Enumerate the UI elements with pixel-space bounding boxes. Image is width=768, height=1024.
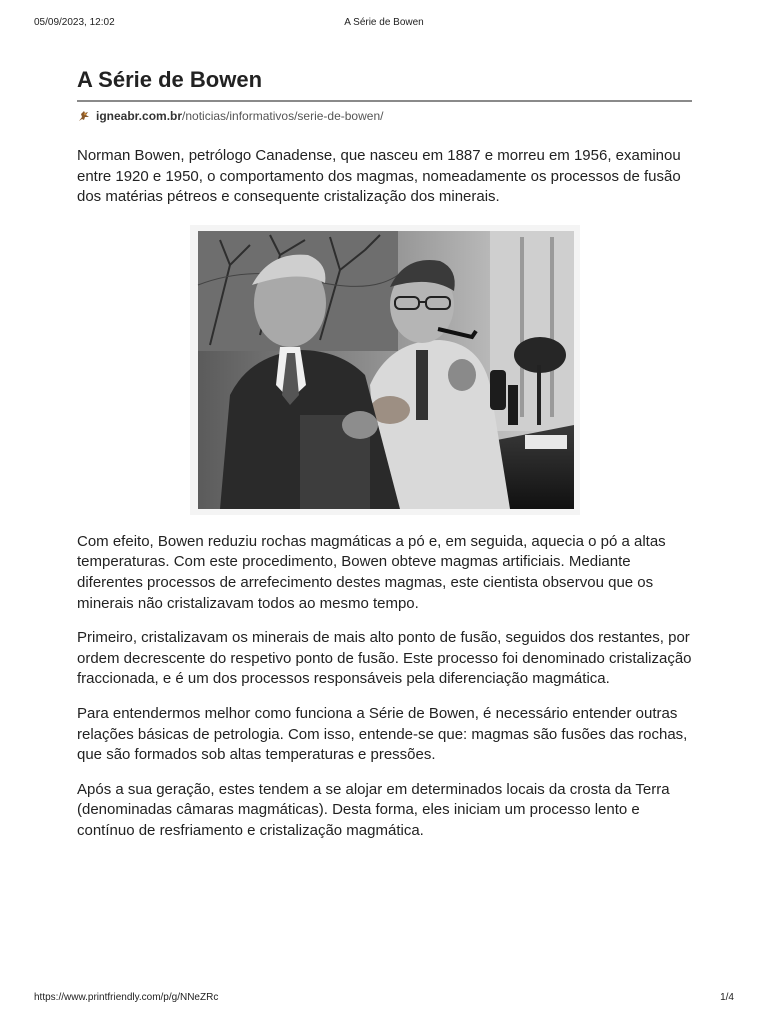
print-footer (34, 992, 734, 1006)
print-datetime: 05/09/2023, 12:02 (34, 17, 115, 28)
print-page-title: A Série de Bowen (344, 17, 424, 28)
source-domain: igneabr.com.br (96, 109, 183, 123)
paragraph-2: Com efeito, Bowen reduziu rochas magmáticas a pó e, em seguida, aquecia o pó a altas temperaturas. Com este procedimento, Bowen obteve magmas artificiais. Mediante diferentes processos de arrefecimento destes magmas, este cientista observou que os minerais não cristalizavam todos ao mesmo tempo. (77, 532, 666, 612)
paragraph-4: Para entendermos melhor como funciona a Série de Bowen, é necessário entender outras relações básicas de petrologia. Com isso, entende-se que: magmas são fusões das rochas, que são formados sob altas temperaturas e pressões. (77, 704, 688, 764)
site-logo-icon (77, 109, 91, 123)
print-url: https://www.printfriendly.com/p/g/NNeZRc (34, 992, 219, 1003)
paragraph-3: Primeiro, cristalizavam os minerais de mais alto ponto de fusão, seguidos dos restantes, por ordem decrescente do respetivo ponto de fusão. Este processo foi denominado cristalização fraccionada, e é um dos processos responsáveis pela diferenciação magmática. (77, 629, 692, 688)
source-line (77, 108, 692, 124)
article-title: A Série de Bowen (77, 64, 692, 102)
article (77, 64, 692, 842)
bowen-photo (190, 225, 580, 515)
source-path: /noticias/informativos/serie-de-bowen/ (182, 109, 384, 123)
paragraph-5: Após a sua geração, estes tendem a se alojar em determinados locais da crosta da Terra (denominadas câmaras magmáticas). Desta forma, eles iniciam um processo lento e contínuo de resfriamento e cristalização magmática. (77, 780, 670, 839)
print-header (34, 17, 734, 31)
paragraph-1: Norman Bowen, petrólogo Canadense, que nasceu em 1887 e morreu em 1956, examinou entre 1920 e 1950, o comportamento dos magmas, nomeadamente os processos de fusão dos matérias pétreos e consequente cristalização dos minerais. (77, 147, 681, 206)
source-link[interactable] (96, 109, 383, 123)
page-number: 1/4 (720, 992, 734, 1003)
